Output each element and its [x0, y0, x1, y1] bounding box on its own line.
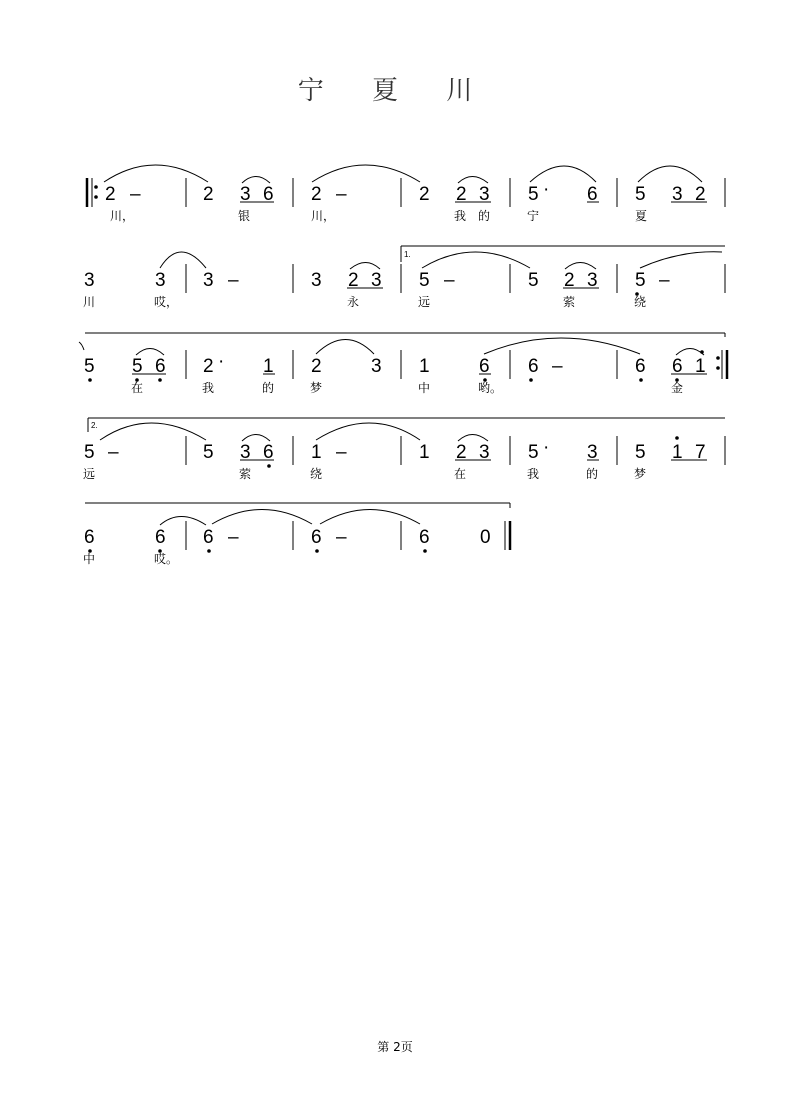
- note: 3: [84, 270, 95, 291]
- note: 1: [695, 356, 706, 377]
- lyric: 哎。: [154, 552, 179, 566]
- note: 6: [479, 356, 490, 377]
- note: –: [444, 270, 455, 291]
- note: –: [336, 442, 347, 463]
- lyric: 在: [131, 381, 144, 395]
- note: 5: [203, 442, 214, 463]
- note: 6: [263, 442, 274, 463]
- lyric: 哟。: [478, 381, 503, 395]
- note: 3: [371, 356, 382, 377]
- note: 5: [528, 270, 539, 291]
- note: 3: [203, 270, 214, 291]
- note: 2: [311, 184, 322, 205]
- score-row-1: [87, 165, 725, 207]
- lyric: 的: [478, 209, 491, 223]
- note: 1: [419, 356, 430, 377]
- lyric: 梦: [310, 381, 323, 395]
- note: 6: [672, 356, 683, 377]
- note: 1: [311, 442, 322, 463]
- lyric: 萦: [563, 295, 576, 309]
- note-dot: ·: [543, 437, 550, 458]
- lyric: 中: [83, 552, 96, 566]
- note: 3: [479, 442, 490, 463]
- note: 2: [456, 442, 467, 463]
- page-title: 宁 夏 川: [297, 76, 493, 106]
- note: 3: [672, 184, 683, 205]
- lyric: 的: [586, 467, 599, 481]
- lyric: 的: [262, 381, 275, 395]
- note: 2: [419, 184, 430, 205]
- lyric: 中: [418, 381, 431, 395]
- lyric: 在: [454, 467, 467, 481]
- lyric: 永: [347, 295, 360, 309]
- note: –: [552, 356, 563, 377]
- lyric: 金: [671, 381, 684, 395]
- note-dot: ·: [218, 351, 225, 372]
- note: 2: [456, 184, 467, 205]
- lyric: 我: [202, 381, 215, 395]
- note: 5: [84, 356, 95, 377]
- note: 3: [155, 270, 166, 291]
- note: 6: [84, 527, 95, 548]
- note: 6: [528, 356, 539, 377]
- note: 3: [587, 270, 598, 291]
- lyric: 我: [454, 209, 467, 223]
- note: –: [659, 270, 670, 291]
- score-row-4: [88, 418, 725, 467]
- note-dot: ·: [543, 179, 550, 200]
- note: –: [228, 270, 239, 291]
- note: 5: [635, 442, 646, 463]
- note: 6: [587, 184, 598, 205]
- note: 5: [419, 270, 430, 291]
- note: 6: [635, 356, 646, 377]
- note: 6: [155, 527, 166, 548]
- lyric: 梦: [634, 467, 647, 481]
- note: 6: [311, 527, 322, 548]
- note: 5: [84, 442, 95, 463]
- note: 2: [203, 356, 214, 377]
- note: 2: [311, 356, 322, 377]
- note: 5: [528, 184, 539, 205]
- note: 5: [635, 270, 646, 291]
- note: 2: [348, 270, 359, 291]
- note: 2: [203, 184, 214, 205]
- notes: [84, 179, 706, 548]
- note: 3: [371, 270, 382, 291]
- note: 5: [635, 184, 646, 205]
- note: 6: [155, 356, 166, 377]
- note: –: [336, 184, 347, 205]
- page-number: 第 2页: [377, 1040, 413, 1054]
- volta-2-label: 2.: [91, 421, 98, 430]
- note: 5: [132, 356, 143, 377]
- note: 3: [587, 442, 598, 463]
- note: 3: [240, 442, 251, 463]
- volta-1-label: 1.: [404, 250, 411, 259]
- note: –: [336, 527, 347, 548]
- lyric: 绕: [310, 467, 323, 481]
- note: 3: [240, 184, 251, 205]
- note: 6: [263, 184, 274, 205]
- note: 3: [311, 270, 322, 291]
- lyric: 夏: [635, 209, 648, 223]
- lyric: 川: [83, 295, 96, 309]
- note: 2: [564, 270, 575, 291]
- lyric: 川，: [110, 209, 135, 223]
- note: 5: [528, 442, 539, 463]
- score-row-3: [79, 333, 727, 381]
- note: –: [130, 184, 141, 205]
- lyric: 萦: [239, 467, 252, 481]
- lyric: 哎，: [154, 295, 179, 309]
- lyric: 绕: [634, 295, 647, 309]
- note: 0: [480, 527, 491, 548]
- note: 6: [203, 527, 214, 548]
- note: 3: [479, 184, 490, 205]
- lyrics: [83, 208, 683, 566]
- note: –: [228, 527, 239, 548]
- lyric: 宁: [527, 209, 540, 223]
- note: –: [108, 442, 119, 463]
- score-row-5: [85, 503, 510, 552]
- lyric: 川，: [311, 209, 336, 223]
- note: 1: [263, 356, 274, 377]
- lyric: 银: [238, 209, 251, 223]
- lyric: 我: [527, 467, 540, 481]
- note: 2: [695, 184, 706, 205]
- note: 7: [695, 442, 706, 463]
- note: 1: [419, 442, 430, 463]
- note: 2: [105, 184, 116, 205]
- lyric: 远: [418, 295, 431, 309]
- note: 1: [672, 442, 683, 463]
- note: 6: [419, 527, 430, 548]
- lyric: 远: [83, 467, 96, 481]
